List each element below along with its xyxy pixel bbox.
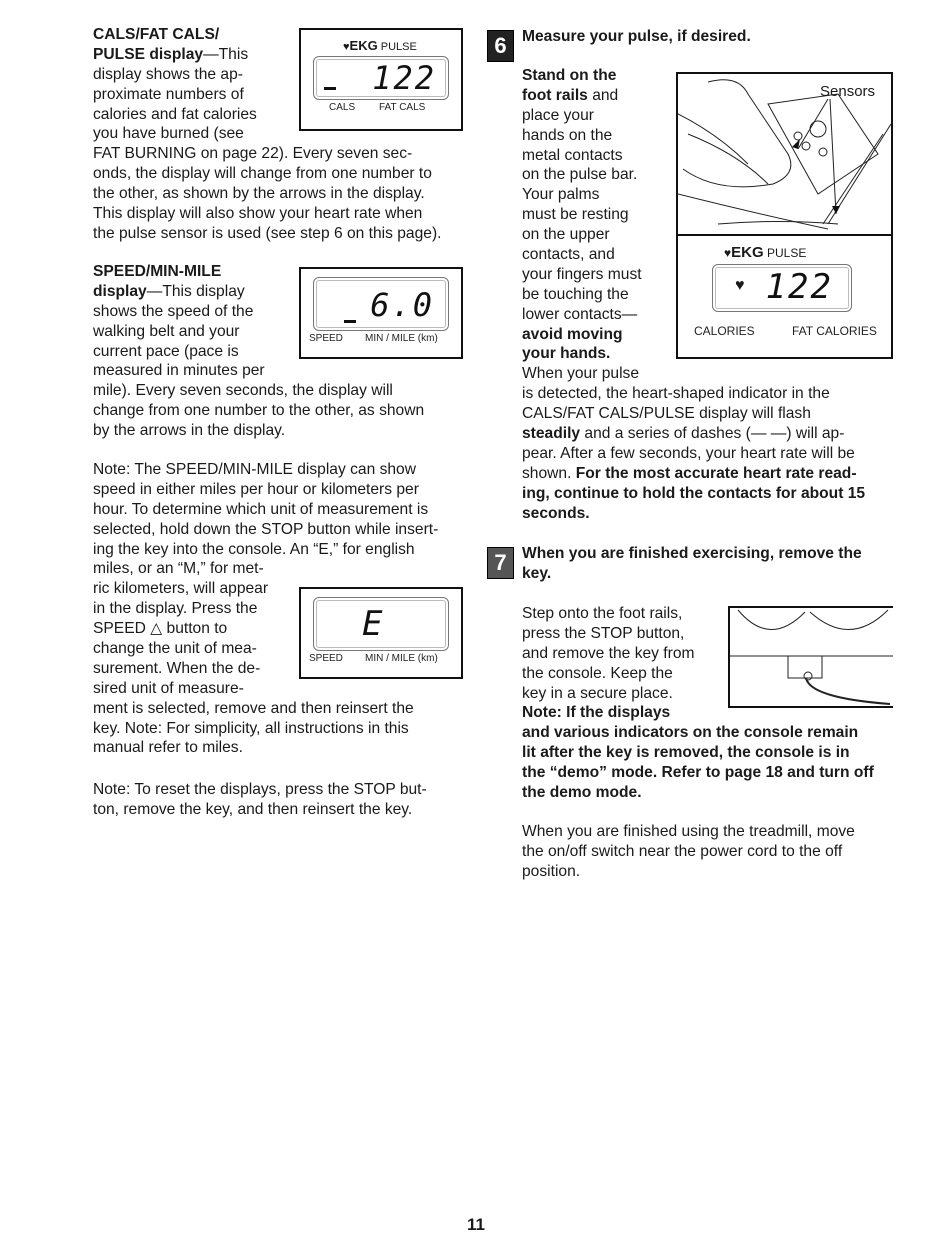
text: by the arrows in the display. bbox=[93, 422, 286, 440]
text: walking belt and your bbox=[93, 322, 240, 340]
text: is detected, the heart-shaped indicator in the bbox=[522, 385, 830, 403]
text-line bbox=[93, 738, 438, 758]
text: the console. Keep the bbox=[522, 664, 673, 682]
text-line bbox=[93, 520, 438, 540]
lcd-screen: 6.0 bbox=[313, 277, 449, 331]
sensors-label: Sensors bbox=[820, 83, 876, 100]
text: and bbox=[587, 86, 619, 104]
text: Note: The SPEED/MIN-MILE display can show bbox=[93, 461, 416, 478]
lcd-screen: ♥ 122 bbox=[712, 264, 852, 312]
bold-text: the “demo” mode. Refer to page 18 and turn off bbox=[522, 764, 874, 782]
ekg-header: ♥EKG PULSE bbox=[343, 38, 417, 53]
text-line bbox=[93, 780, 427, 800]
text-line bbox=[522, 404, 865, 424]
text-line bbox=[93, 144, 441, 164]
step-6-badge: 6 bbox=[487, 30, 514, 62]
text-line bbox=[522, 862, 855, 882]
text: key. Note: For simplicity, all instructions in this bbox=[93, 719, 409, 737]
text: key in a secure place. bbox=[522, 684, 673, 702]
arrow-indicator bbox=[344, 320, 356, 323]
text: metal contacts bbox=[522, 146, 623, 164]
text-line bbox=[93, 800, 427, 820]
text: When you are finished using the treadmill, move bbox=[522, 823, 855, 840]
pulse-sensor-figure: Sensors ♥EKG PULSE ♥ 122 CALORIES FAT CALORIES bbox=[676, 72, 893, 359]
text: hands on the bbox=[522, 126, 613, 144]
heart-icon: ♥ bbox=[343, 41, 350, 53]
heart-icon: ♥ bbox=[724, 246, 732, 260]
power-off-instructions bbox=[522, 822, 855, 882]
text: miles, or an “M,” for met- bbox=[93, 560, 264, 578]
text-line bbox=[522, 723, 874, 743]
text: on the upper bbox=[522, 226, 610, 244]
text: position. bbox=[522, 862, 581, 880]
text: display shows the ap- bbox=[93, 65, 243, 83]
text: selected, hold down the STOP button while insert- bbox=[93, 520, 439, 538]
text: ric kilometers, will appear bbox=[93, 580, 269, 598]
text-line bbox=[93, 699, 438, 719]
text: be touching the bbox=[522, 285, 629, 303]
text-line bbox=[522, 464, 865, 484]
text: place your bbox=[522, 106, 594, 124]
heart-indicator-icon: ♥ bbox=[735, 277, 745, 294]
text-line bbox=[522, 424, 865, 444]
bold-text: Note: If the displays bbox=[522, 704, 671, 722]
text: When your pulse bbox=[522, 365, 640, 383]
text: This display will also show your heart rate when bbox=[93, 205, 423, 223]
text-line bbox=[93, 719, 438, 739]
text-line bbox=[93, 224, 441, 244]
bold-text: lit after the key is removed, the console is in bbox=[522, 744, 850, 762]
ekg-header: ♥EKG PULSE bbox=[724, 244, 807, 261]
text: the pulse sensor is used (see step 6 on this page). bbox=[93, 224, 442, 242]
step-6-heading: Measure your pulse, if desired. bbox=[522, 28, 751, 45]
text-line bbox=[522, 822, 855, 842]
bold-text: display bbox=[93, 282, 147, 300]
step-7-badge: 7 bbox=[487, 547, 514, 579]
step-7-heading-line-2: key. bbox=[522, 565, 552, 582]
bold-text: seconds. bbox=[522, 504, 590, 522]
text: manual refer to miles. bbox=[93, 739, 243, 757]
text: ment is selected, remove and then reinsert the bbox=[93, 699, 414, 717]
bold-text: steadily bbox=[522, 425, 581, 443]
text: current pace (pace is bbox=[93, 342, 239, 360]
text: contacts, and bbox=[522, 246, 615, 264]
lcd-screen: 122 bbox=[313, 56, 449, 100]
key-removal-figure bbox=[728, 606, 893, 708]
figure-divider bbox=[678, 234, 891, 236]
text: Note: To reset the displays, press the STOP but- bbox=[93, 781, 427, 798]
text: you have burned (see bbox=[93, 125, 244, 143]
text: lower contacts— bbox=[522, 305, 638, 323]
bold-text: foot rails bbox=[522, 86, 588, 104]
text-line bbox=[522, 783, 874, 803]
text: and a series of dashes (— —) will ap- bbox=[580, 425, 845, 443]
bold-text: the demo mode. bbox=[522, 784, 642, 802]
text: CALS/FAT CALS/PULSE display will flash bbox=[522, 405, 811, 423]
bold-text: CALS/FAT CALS/ bbox=[93, 26, 220, 43]
console-key-illustration bbox=[730, 608, 893, 706]
text: —This bbox=[203, 45, 249, 63]
text: SPEED △ button to bbox=[93, 620, 228, 638]
text: ton, remove the key, and then reinsert the key. bbox=[93, 800, 413, 818]
text: onds, the display will change from one number to bbox=[93, 165, 432, 183]
bold-text: Stand on the bbox=[522, 67, 617, 84]
text: FAT BURNING on page 22). Every seven sec- bbox=[93, 145, 413, 163]
bold-text: SPEED/MIN-MILE bbox=[93, 263, 222, 280]
text-line bbox=[93, 540, 438, 560]
text: must be resting bbox=[522, 206, 629, 224]
text: hour. To determine which unit of measurement is bbox=[93, 500, 429, 518]
text-line bbox=[93, 500, 438, 520]
text: sired unit of measure- bbox=[93, 679, 244, 697]
text: in the display. Press the bbox=[93, 600, 258, 618]
text: Your palms bbox=[522, 186, 600, 204]
text: pear. After a few seconds, your heart rate will be bbox=[522, 444, 855, 462]
text-line bbox=[93, 460, 438, 480]
text: the on/off switch near the power cord to the off bbox=[522, 842, 843, 860]
text-line bbox=[522, 384, 865, 404]
pulse-display-illustration: ♥EKG PULSE 122 CALS FAT CALS bbox=[299, 28, 463, 131]
reset-displays-note bbox=[93, 780, 427, 820]
text: shown. bbox=[522, 464, 576, 482]
text: your fingers must bbox=[522, 265, 642, 283]
text-line bbox=[93, 184, 441, 204]
text-line bbox=[522, 364, 865, 384]
page-number: 11 bbox=[467, 1215, 485, 1234]
text: press the STOP button, bbox=[522, 624, 685, 642]
text-line bbox=[93, 559, 438, 579]
text-line bbox=[522, 444, 865, 464]
text: change from one number to the other, as shown bbox=[93, 402, 425, 420]
text-line bbox=[93, 381, 424, 401]
text-line bbox=[93, 421, 424, 441]
text: surement. When the de- bbox=[93, 659, 261, 677]
step-7-heading-line-1: When you are finished exercising, remove the bbox=[522, 545, 862, 562]
text: measured in minutes per bbox=[93, 362, 265, 380]
text: proximate numbers of bbox=[93, 85, 244, 103]
text: change the unit of mea- bbox=[93, 640, 257, 658]
text-line bbox=[93, 204, 441, 224]
text: the other, as shown by the arrows in the display. bbox=[93, 185, 425, 203]
unit-display-illustration: E SPEED MIN / MILE (km) bbox=[299, 587, 463, 679]
text-line bbox=[93, 401, 424, 421]
text: speed in either miles per hour or kilometers per bbox=[93, 480, 419, 498]
bold-text: and various indicators on the console remain bbox=[522, 724, 859, 742]
bold-text: ing, continue to hold the contacts for about 15 bbox=[522, 484, 866, 502]
text: calories and fat calories bbox=[93, 105, 257, 123]
text-line bbox=[522, 743, 874, 763]
text-line bbox=[93, 164, 441, 184]
text: —This display bbox=[146, 282, 245, 300]
bold-text: PULSE display bbox=[93, 45, 204, 63]
speed-display-illustration: 6.0 SPEED MIN / MILE (km) bbox=[299, 267, 463, 359]
text-line bbox=[522, 842, 855, 862]
text: ing the key into the console. An “E,” for english bbox=[93, 540, 415, 558]
bold-text: For the most accurate heart rate read- bbox=[575, 464, 857, 482]
text: on the pulse bar. bbox=[522, 166, 638, 184]
text: and remove the key from bbox=[522, 644, 695, 662]
lcd-screen: E bbox=[313, 597, 449, 651]
text-line bbox=[93, 361, 424, 381]
text: Step onto the foot rails, bbox=[522, 605, 683, 622]
text: shows the speed of the bbox=[93, 302, 254, 320]
arrow-indicator bbox=[324, 87, 336, 90]
bold-text: avoid moving bbox=[522, 325, 623, 343]
text-line bbox=[93, 679, 438, 699]
bold-text: your hands. bbox=[522, 345, 611, 363]
text-line bbox=[522, 763, 874, 783]
text: mile). Every seven seconds, the display will bbox=[93, 382, 393, 400]
text-line bbox=[93, 480, 438, 500]
text-line bbox=[522, 484, 865, 504]
text-line bbox=[522, 504, 865, 524]
